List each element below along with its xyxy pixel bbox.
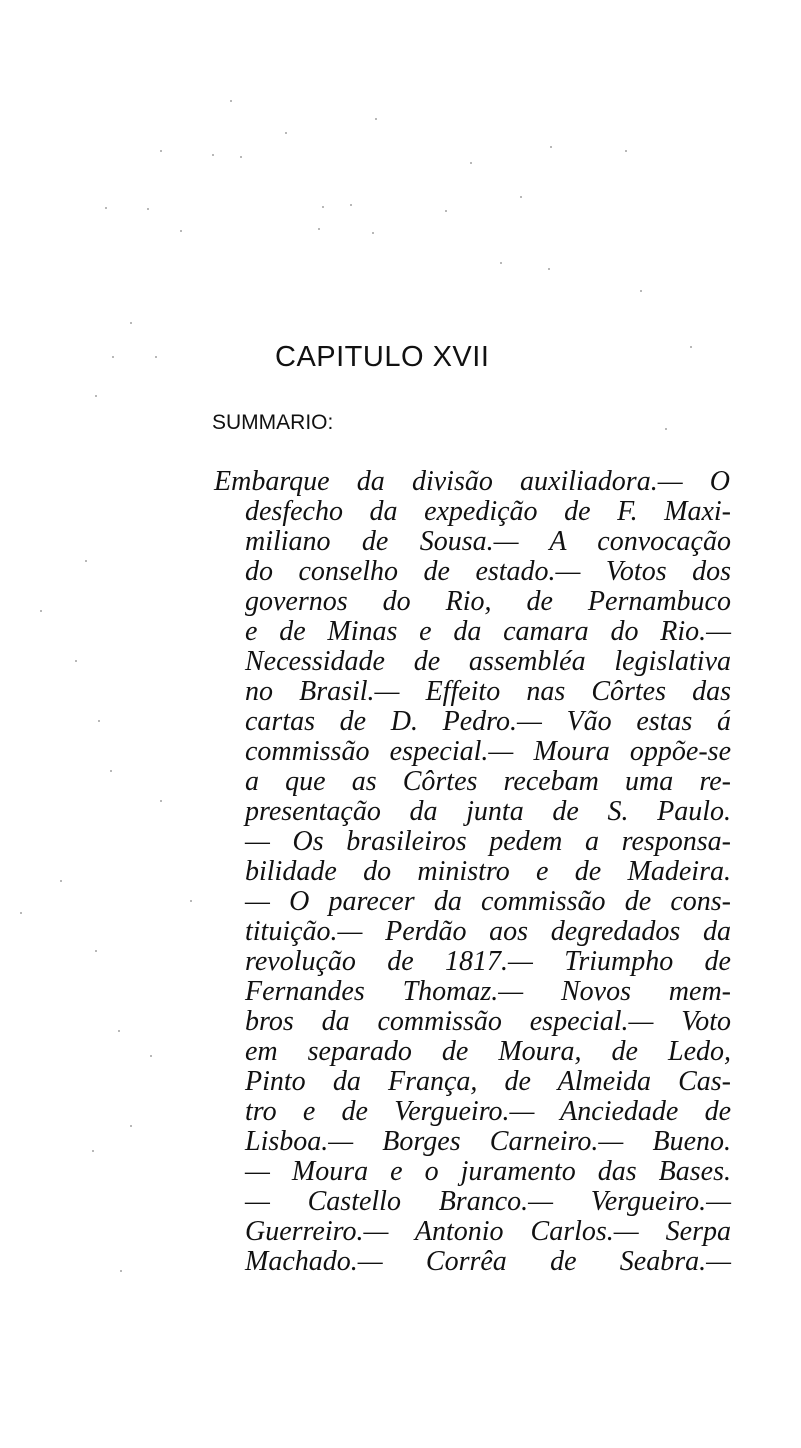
speck — [372, 232, 374, 234]
summary-line: a que as Côrtes recebam uma re- — [245, 766, 731, 797]
summary-line: bilidade do ministro e de Madeira. — [245, 856, 731, 887]
summary-line: cartas de D. Pedro.— Vão estas á — [245, 706, 731, 737]
speck — [665, 428, 667, 430]
summary-line: — O parecer da commissão de cons- — [245, 886, 731, 917]
summary-line: — Os brasileiros pedem a responsa- — [245, 826, 731, 857]
summary-line: tituição.— Perdão aos degredados da — [245, 916, 731, 947]
summary-line: Machado.— Corrêa de Seabra.— — [245, 1246, 731, 1277]
speck — [212, 154, 214, 156]
speck — [548, 268, 550, 270]
summary-line: do conselho de estado.— Votos dos — [245, 556, 731, 587]
summary-line: e de Minas e da camara do Rio.— — [245, 616, 731, 647]
speck — [190, 900, 192, 902]
summary-line: tro e de Vergueiro.— Anciedade de — [245, 1096, 731, 1127]
speck — [120, 1270, 122, 1272]
speck — [40, 610, 42, 612]
summary-line: commissão especial.— Moura oppõe-se — [245, 736, 731, 767]
speck — [520, 196, 522, 198]
speck — [98, 720, 100, 722]
speck — [318, 228, 320, 230]
speck — [690, 346, 692, 348]
summary-line: no Brasil.— Effeito nas Côrtes das — [245, 676, 731, 707]
summary-line: bros da commissão especial.— Voto — [245, 1006, 731, 1037]
speck — [230, 100, 232, 102]
summary-label: SUMMARIO: — [212, 411, 334, 434]
speck — [95, 395, 97, 397]
speck — [240, 156, 242, 158]
summary-line: Lisboa.— Borges Carneiro.— Bueno. — [245, 1126, 731, 1157]
speck — [60, 880, 62, 882]
speck — [110, 770, 112, 772]
speck — [625, 150, 627, 152]
summary-line: em separado de Moura, de Ledo, — [245, 1036, 731, 1067]
speck — [92, 1150, 94, 1152]
speck — [180, 230, 182, 232]
summary-line: miliano de Sousa.— A convocação — [245, 526, 731, 557]
speck — [147, 208, 149, 210]
chapter-title: CAPITULO XVII — [275, 341, 490, 373]
speck — [95, 950, 97, 952]
speck — [550, 146, 552, 148]
speck — [130, 1125, 132, 1127]
summary-line: revolução de 1817.— Triumpho de — [245, 946, 731, 977]
speck — [160, 800, 162, 802]
speck — [105, 207, 107, 209]
speck — [470, 162, 472, 164]
speck — [75, 660, 77, 662]
speck — [375, 118, 377, 120]
summary-line: Necessidade de assembléa legislativa — [245, 646, 731, 677]
speck — [130, 322, 132, 324]
summary-line: presentação da junta de S. Paulo. — [245, 796, 731, 827]
speck — [112, 356, 114, 358]
summary-line: — Castello Branco.— Vergueiro.— — [245, 1186, 731, 1217]
summary-line: Embarque da divisão auxiliadora.— O — [214, 466, 730, 497]
speck — [322, 206, 324, 208]
summary-line: — Moura e o juramento das Bases. — [245, 1156, 731, 1187]
speck — [155, 356, 157, 358]
summary-line: desfecho da expedição de F. Maxi- — [245, 496, 731, 527]
speck — [160, 150, 162, 152]
summary-line: Fernandes Thomaz.— Novos mem- — [245, 976, 731, 1007]
speck — [85, 560, 87, 562]
speck — [150, 1055, 152, 1057]
summary-line: governos do Rio, de Pernambuco — [245, 586, 731, 617]
summary-line: Guerreiro.— Antonio Carlos.— Serpa — [245, 1216, 731, 1247]
speck — [285, 132, 287, 134]
speck — [500, 262, 502, 264]
speck — [445, 210, 447, 212]
speck — [20, 912, 22, 914]
speck — [350, 204, 352, 206]
summary-line: Pinto da França, de Almeida Cas- — [245, 1066, 731, 1097]
speck — [640, 290, 642, 292]
speck — [118, 1030, 120, 1032]
